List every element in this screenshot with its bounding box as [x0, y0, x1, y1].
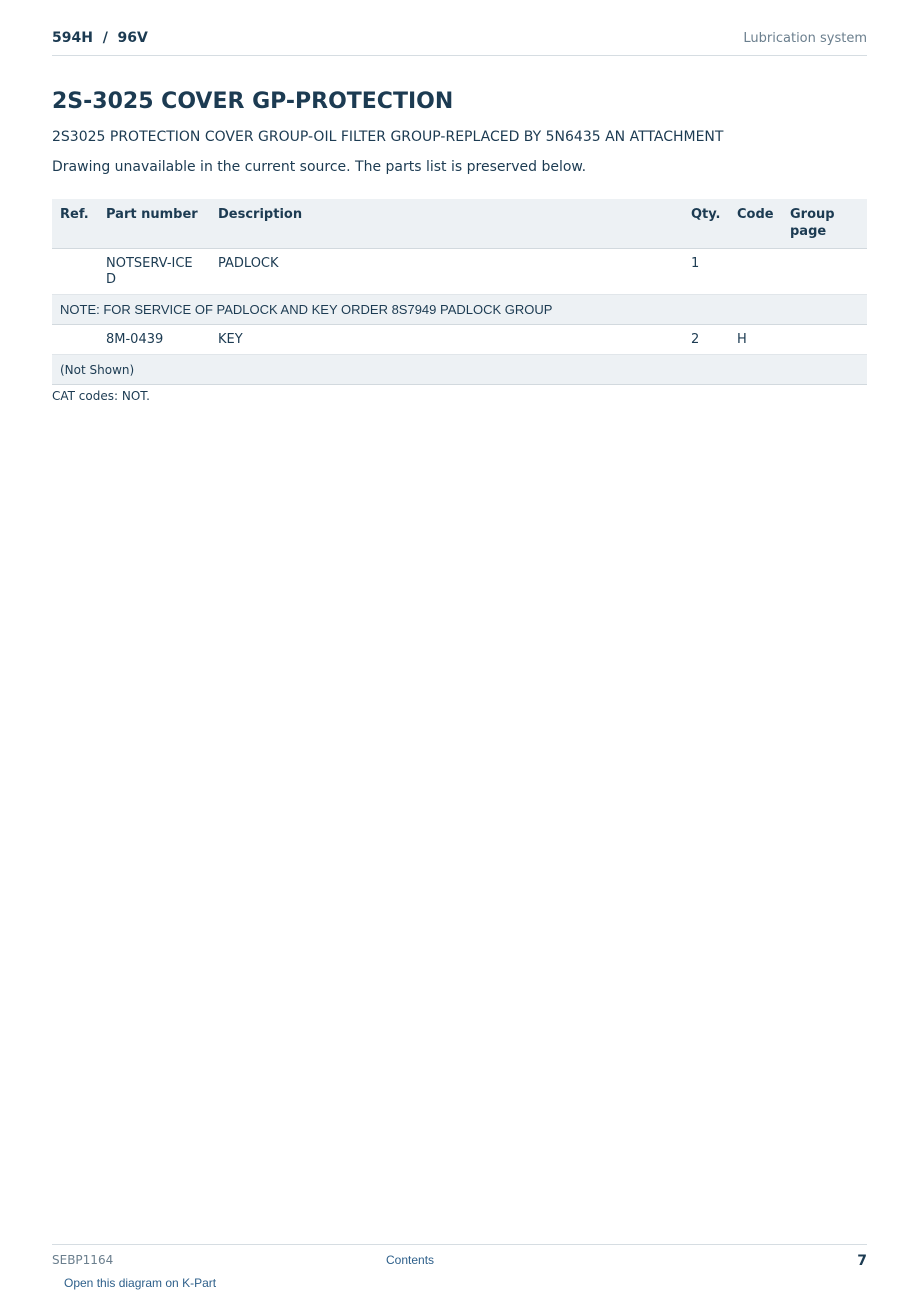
- page-number: 7: [857, 1253, 867, 1269]
- cell-group-page: [782, 325, 867, 355]
- service-note: NOTE: FOR SERVICE OF PADLOCK AND KEY ORDER 8S7949 PADLOCK GROUP: [52, 295, 867, 325]
- cell-qty: 1: [683, 249, 729, 295]
- cell-group-page: [782, 249, 867, 295]
- table-row: [52, 249, 867, 295]
- cell-description: PADLOCK: [210, 249, 683, 295]
- cat-codes: CAT codes: NOT.: [52, 389, 150, 403]
- section-label: Lubrication system: [743, 31, 867, 46]
- column-header-description: Description: [210, 199, 683, 249]
- table-row: [52, 325, 867, 355]
- page-title: 2S-3025 COVER GP-PROTECTION: [52, 89, 454, 114]
- contents-link[interactable]: Contents: [386, 1253, 435, 1267]
- table-header-row: [52, 199, 867, 249]
- cell-part-number: 8M-0439: [98, 325, 210, 355]
- column-header-part-number: Part number: [98, 199, 210, 249]
- document-id: SEBP1164: [52, 1253, 114, 1267]
- model-label: 594H / 96V: [52, 30, 148, 46]
- kpart-diagram-link[interactable]: Open this diagram on K-Part: [64, 1276, 217, 1290]
- cell-code: [729, 249, 782, 295]
- cell-qty: 2: [683, 325, 729, 355]
- group-description: 2S3025 PROTECTION COVER GROUP-OIL FILTER GROUP-REPLACED BY 5N6435 AN ATTACHMENT: [52, 129, 724, 145]
- page-footer: [52, 1244, 867, 1275]
- column-header-group-page: Group page: [782, 199, 867, 249]
- cell-ref: [52, 325, 98, 355]
- not-shown-note: (Not Shown): [52, 355, 867, 385]
- column-header-code: Code: [729, 199, 782, 249]
- column-header-qty: Qty.: [683, 199, 729, 249]
- cell-code: H: [729, 325, 782, 355]
- cell-description: KEY: [210, 325, 683, 355]
- column-header-ref: Ref.: [52, 199, 98, 249]
- table-note-row: [52, 355, 867, 385]
- page-header: [52, 28, 867, 56]
- drawing-notice: Drawing unavailable in the current source. The parts list is preserved below.: [52, 159, 587, 175]
- cell-ref: [52, 249, 98, 295]
- table-note-row: [52, 295, 867, 325]
- parts-table: [52, 199, 867, 385]
- cell-part-number: NOTSERV-ICED: [98, 249, 210, 295]
